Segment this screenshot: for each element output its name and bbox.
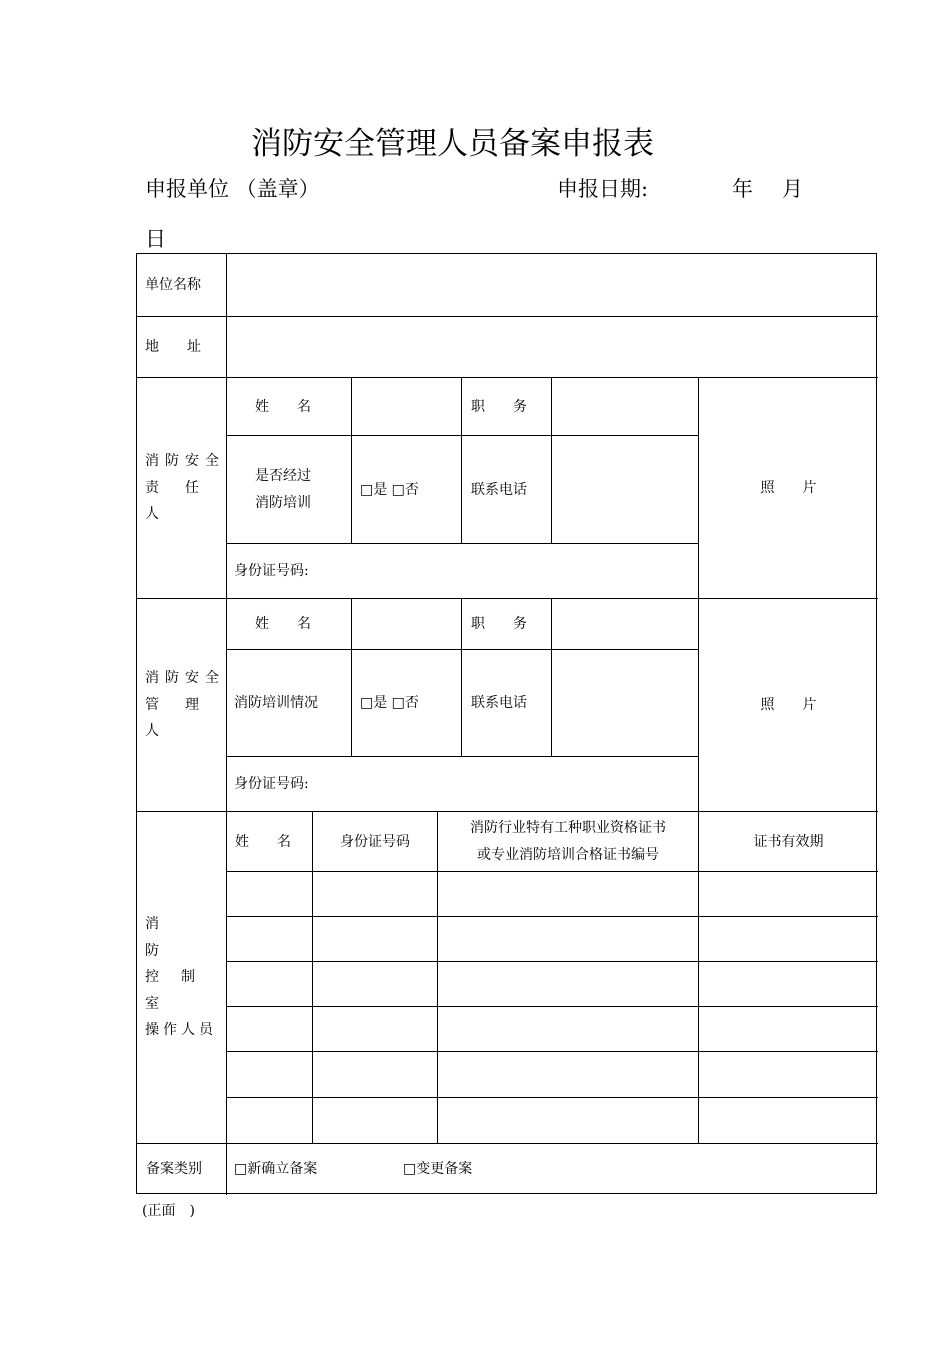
manager-name-label: 姓 名 bbox=[255, 616, 311, 632]
manager-training-checkbox[interactable]: □是 □否 bbox=[360, 695, 419, 711]
row-divider bbox=[226, 961, 878, 962]
col-divider bbox=[226, 254, 227, 1195]
manager-phone-label: 联系电话 bbox=[471, 695, 527, 711]
manager-phone-field[interactable] bbox=[552, 650, 698, 756]
day-label: 日 bbox=[145, 227, 166, 251]
record-new-checkbox[interactable]: □新确立备案 bbox=[234, 1161, 318, 1177]
operators-section-label: 消 防 控 制 室 操作人员 bbox=[145, 916, 217, 1039]
record-change-checkbox[interactable]: □变更备案 bbox=[403, 1161, 473, 1177]
apply-date-label: 申报日期: bbox=[557, 177, 649, 201]
responsible-phone-label: 联系电话 bbox=[471, 481, 527, 498]
operators-cert-header: 消防行业特有工种职业资格证书 或专业消防培训合格证书编号 bbox=[470, 819, 666, 863]
unit-name-label: 单位名称 bbox=[145, 277, 201, 293]
responsible-id-label: 身份证号码: bbox=[234, 563, 309, 579]
row-divider bbox=[226, 916, 878, 917]
manager-training-label: 消防培训情况 bbox=[234, 695, 318, 711]
responsible-name-label: 姓 名 bbox=[255, 398, 311, 415]
responsible-position-label: 职 务 bbox=[471, 398, 527, 415]
operators-name-header: 姓 名 bbox=[235, 833, 291, 850]
year-label: 年 bbox=[732, 177, 753, 201]
record-type-label: 备案类别 bbox=[146, 1161, 202, 1177]
responsible-training-label: 是否经过 消防培训 bbox=[255, 467, 311, 511]
col-divider bbox=[461, 598, 462, 757]
form-table bbox=[136, 253, 877, 1194]
operators-valid-header: 证书有效期 bbox=[753, 833, 824, 850]
manager-position-field[interactable] bbox=[552, 599, 698, 649]
row-divider bbox=[226, 1051, 878, 1052]
form-title: 消防安全管理人员备案申报表 bbox=[251, 126, 654, 162]
address-label: 地 址 bbox=[145, 339, 201, 355]
responsible-name-field[interactable] bbox=[352, 378, 461, 435]
responsible-position-field[interactable] bbox=[552, 378, 698, 435]
responsible-photo-box[interactable]: 照 片 bbox=[760, 480, 817, 496]
manager-photo-box[interactable]: 照 片 bbox=[760, 697, 817, 713]
row-divider bbox=[226, 871, 878, 872]
responsible-training-checkbox[interactable]: □是 □否 bbox=[360, 481, 419, 498]
responsible-phone-field[interactable] bbox=[552, 436, 698, 543]
manager-position-label: 职 务 bbox=[471, 616, 527, 632]
operators-id-header: 身份证号码 bbox=[340, 833, 410, 850]
applicant-unit-label: 申报单位 （盖章） bbox=[145, 177, 320, 201]
row-divider bbox=[226, 1097, 878, 1098]
responsible-section-label: 消防安全 责 任 人 bbox=[145, 453, 225, 523]
manager-id-label: 身份证号码: bbox=[234, 776, 309, 792]
row-divider bbox=[226, 1006, 878, 1007]
manager-name-field[interactable] bbox=[352, 599, 461, 649]
address-field[interactable] bbox=[227, 317, 877, 377]
month-label: 月 bbox=[782, 177, 803, 201]
manager-section-label: 消防安全 管 理 人 bbox=[145, 670, 225, 740]
unit-name-field[interactable] bbox=[227, 254, 877, 316]
page-side-note: (正面 ) bbox=[142, 1203, 195, 1219]
col-divider bbox=[461, 377, 462, 544]
